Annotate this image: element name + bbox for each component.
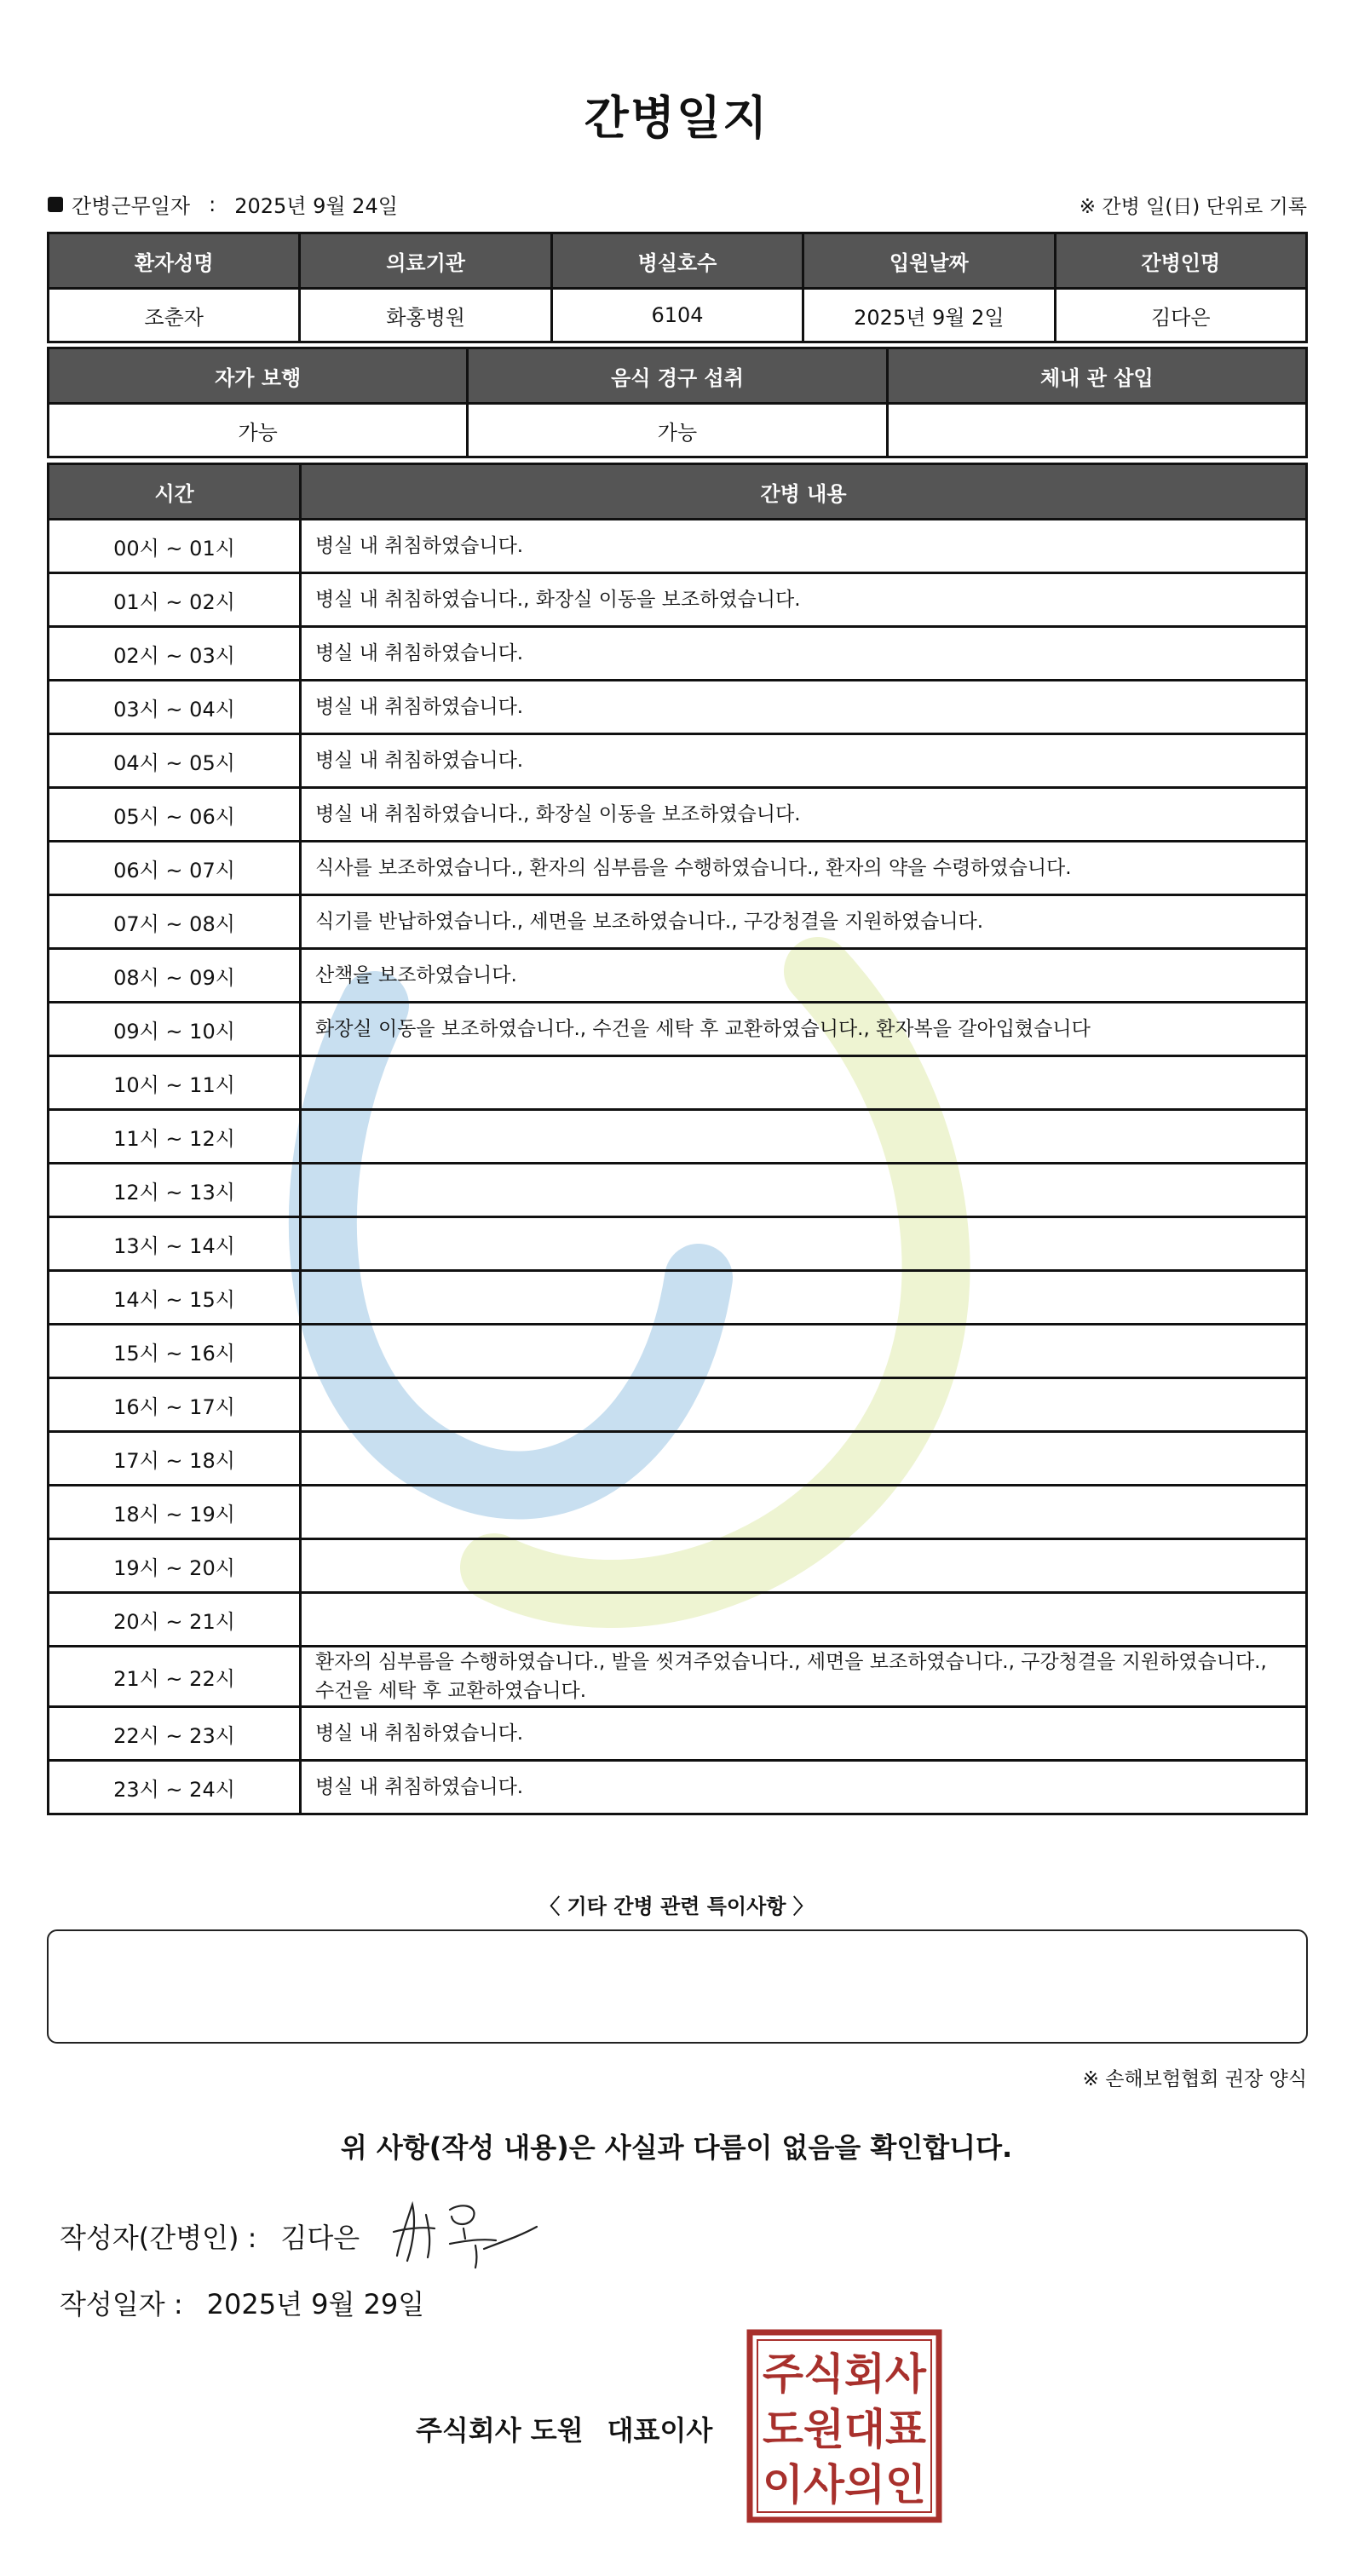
care-log-row [49,1003,1307,1056]
care-log-row [49,1539,1307,1593]
time-slot: 18시 ~ 19시 [49,1486,301,1539]
care-log-row [49,895,1307,949]
seal-text-line: 도원대표 [763,2405,927,2454]
admission-date: 2025년 9월 2일 [803,289,1055,342]
care-log-row [49,1593,1307,1647]
time-slot: 03시 ~ 04시 [49,681,301,734]
patient-info-table [47,232,1308,343]
care-content: 병실 내 취침하였습니다. [301,1707,1307,1761]
time-slot: 12시 ~ 13시 [49,1164,301,1217]
time-slot: 10시 ~ 11시 [49,1056,301,1110]
care-log-row [49,1217,1307,1271]
seal-text-line: 주식회사 [763,2349,927,2399]
care-content: 병실 내 취침하였습니다. [301,734,1307,788]
care-content: 화장실 이동을 보조하였습니다., 수건을 세탁 후 교환하였습니다., 환자복을 갈아입혔습니다 [301,1003,1307,1056]
care-content [301,1486,1307,1539]
care-content: 병실 내 취침하였습니다. [301,627,1307,681]
care-log-row [49,1761,1307,1814]
square-bullet-icon [48,197,63,212]
ability-value-row [49,404,1307,457]
special-notes-title: 〈 기타 간병 관련 특이사항 〉 [539,1895,814,1918]
company-signatory [416,2409,712,2448]
header-caregiver-name: 간병인명 [1055,233,1306,289]
care-content [301,1378,1307,1432]
time-slot: 08시 ~ 09시 [49,949,301,1003]
care-log-row [49,520,1307,573]
care-log-row [49,627,1307,681]
association-form-note: ※ 손해보험협회 권장 양식 [1082,2068,1307,2090]
work-date-value: 2025년 9월 24일 [234,194,398,218]
time-slot: 16시 ~ 17시 [49,1378,301,1432]
care-log-row [49,1486,1307,1539]
time-slot: 05시 ~ 06시 [49,788,301,842]
company-seal-stamp [746,2329,942,2523]
time-slot: 21시 ~ 22시 [49,1647,301,1707]
care-log-row [49,734,1307,788]
time-slot: 06시 ~ 07시 [49,842,301,895]
care-log-row [49,788,1307,842]
care-log-row [49,1110,1307,1164]
care-content: 환자의 심부름을 수행하였습니다., 발을 씻겨주었습니다., 세면을 보조하였습니다., 구강청결을 지원하였습니다., 수건을 세탁 후 교환하였습니다. [301,1647,1307,1707]
work-date-colon: : [209,192,216,216]
room-number: 6104 [551,289,803,342]
time-slot: 09시 ~ 10시 [49,1003,301,1056]
care-log-row [49,1378,1307,1432]
caregiver-name: 김다은 [1055,289,1306,342]
care-log-row [49,1271,1307,1325]
time-slot: 15시 ~ 16시 [49,1325,301,1378]
time-slot: 11시 ~ 12시 [49,1110,301,1164]
care-log-row [49,1432,1307,1486]
writer-label: 작성자(간병인) : [60,2222,257,2254]
handwritten-signature [382,2189,552,2271]
care-log-row [49,1707,1307,1761]
self-walking-value: 가능 [49,404,468,457]
care-content: 병실 내 취침하였습니다. [301,681,1307,734]
seal-text-line: 이사의인 [763,2460,926,2510]
header-self-walking: 자가 보행 [49,348,468,404]
write-date-label: 작성일자 : [60,2288,183,2320]
time-slot: 13시 ~ 14시 [49,1217,301,1271]
ability-header-row [49,348,1307,404]
care-log-row [49,842,1307,895]
time-slot: 20시 ~ 21시 [49,1593,301,1647]
time-slot: 23시 ~ 24시 [49,1761,301,1814]
care-content: 병실 내 취침하였습니다., 화장실 이동을 보조하였습니다. [301,573,1307,627]
time-slot: 00시 ~ 01시 [49,520,301,573]
care-log-row [49,1164,1307,1217]
patient-ability-table [47,347,1308,458]
patient-name: 조춘자 [49,289,300,342]
time-slot: 04시 ~ 05시 [49,734,301,788]
care-log-row [49,681,1307,734]
care-log-row [49,1647,1307,1707]
record-unit-note: ※ 간병 일(日) 단위로 기록 [1079,196,1307,218]
tube-insertion-value [887,404,1306,457]
time-slot: 22시 ~ 23시 [49,1707,301,1761]
document-title: 간병일지 [584,91,769,145]
care-log-row [49,1056,1307,1110]
work-date-row [48,189,398,219]
time-slot: 01시 ~ 02시 [49,573,301,627]
header-tube-insertion: 체내 관 삽입 [887,348,1306,404]
work-date-label: 간병근무일자 [72,194,191,218]
care-content [301,1217,1307,1271]
time-slot: 19시 ~ 20시 [49,1539,301,1593]
oral-intake-value: 가능 [468,404,887,457]
care-log-row [49,1325,1307,1378]
care-content [301,1593,1307,1647]
write-date-value: 2025년 9월 29일 [206,2288,425,2320]
write-date-row [60,2283,424,2322]
care-log-row [49,573,1307,627]
care-log-row [49,949,1307,1003]
special-notes-box [47,1929,1308,2044]
patient-info-header-row [49,233,1307,289]
care-content: 병실 내 취침하였습니다. [301,1761,1307,1814]
care-log-table [47,463,1308,1815]
header-oral-intake: 음식 경구 섭취 [468,348,887,404]
time-slot: 17시 ~ 18시 [49,1432,301,1486]
care-content [301,1432,1307,1486]
header-care-content: 간병 내용 [301,464,1307,520]
care-content [301,1271,1307,1325]
writer-row [60,2217,360,2256]
care-content: 병실 내 취침하였습니다. [301,520,1307,573]
confirmation-statement: 위 사항(작성 내용)은 사실과 다름이 없음을 확인합니다. [340,2131,1013,2164]
care-content: 병실 내 취침하였습니다., 화장실 이동을 보조하였습니다. [301,788,1307,842]
header-admission-date: 입원날짜 [803,233,1055,289]
representative-title: 대표이사 [607,2414,713,2447]
care-content: 식기를 반납하였습니다., 세면을 보조하였습니다., 구강청결을 지원하였습니다. [301,895,1307,949]
time-slot: 14시 ~ 15시 [49,1271,301,1325]
care-content [301,1539,1307,1593]
patient-info-value-row [49,289,1307,342]
header-hospital: 의료기관 [300,233,551,289]
hospital-name: 화홍병원 [300,289,551,342]
care-content [301,1056,1307,1110]
writer-name: 김다은 [280,2222,360,2254]
care-content [301,1325,1307,1378]
care-log-header-row [49,464,1307,520]
care-content [301,1164,1307,1217]
time-slot: 07시 ~ 08시 [49,895,301,949]
header-room-number: 병실호수 [551,233,803,289]
time-slot: 02시 ~ 03시 [49,627,301,681]
company-name: 주식회사 도원 [416,2414,584,2447]
header-patient-name: 환자성명 [49,233,300,289]
care-content [301,1110,1307,1164]
header-time: 시간 [49,464,301,520]
care-content: 산책을 보조하였습니다. [301,949,1307,1003]
care-content: 식사를 보조하였습니다., 환자의 심부름을 수행하였습니다., 환자의 약을 수령하였습니다. [301,842,1307,895]
